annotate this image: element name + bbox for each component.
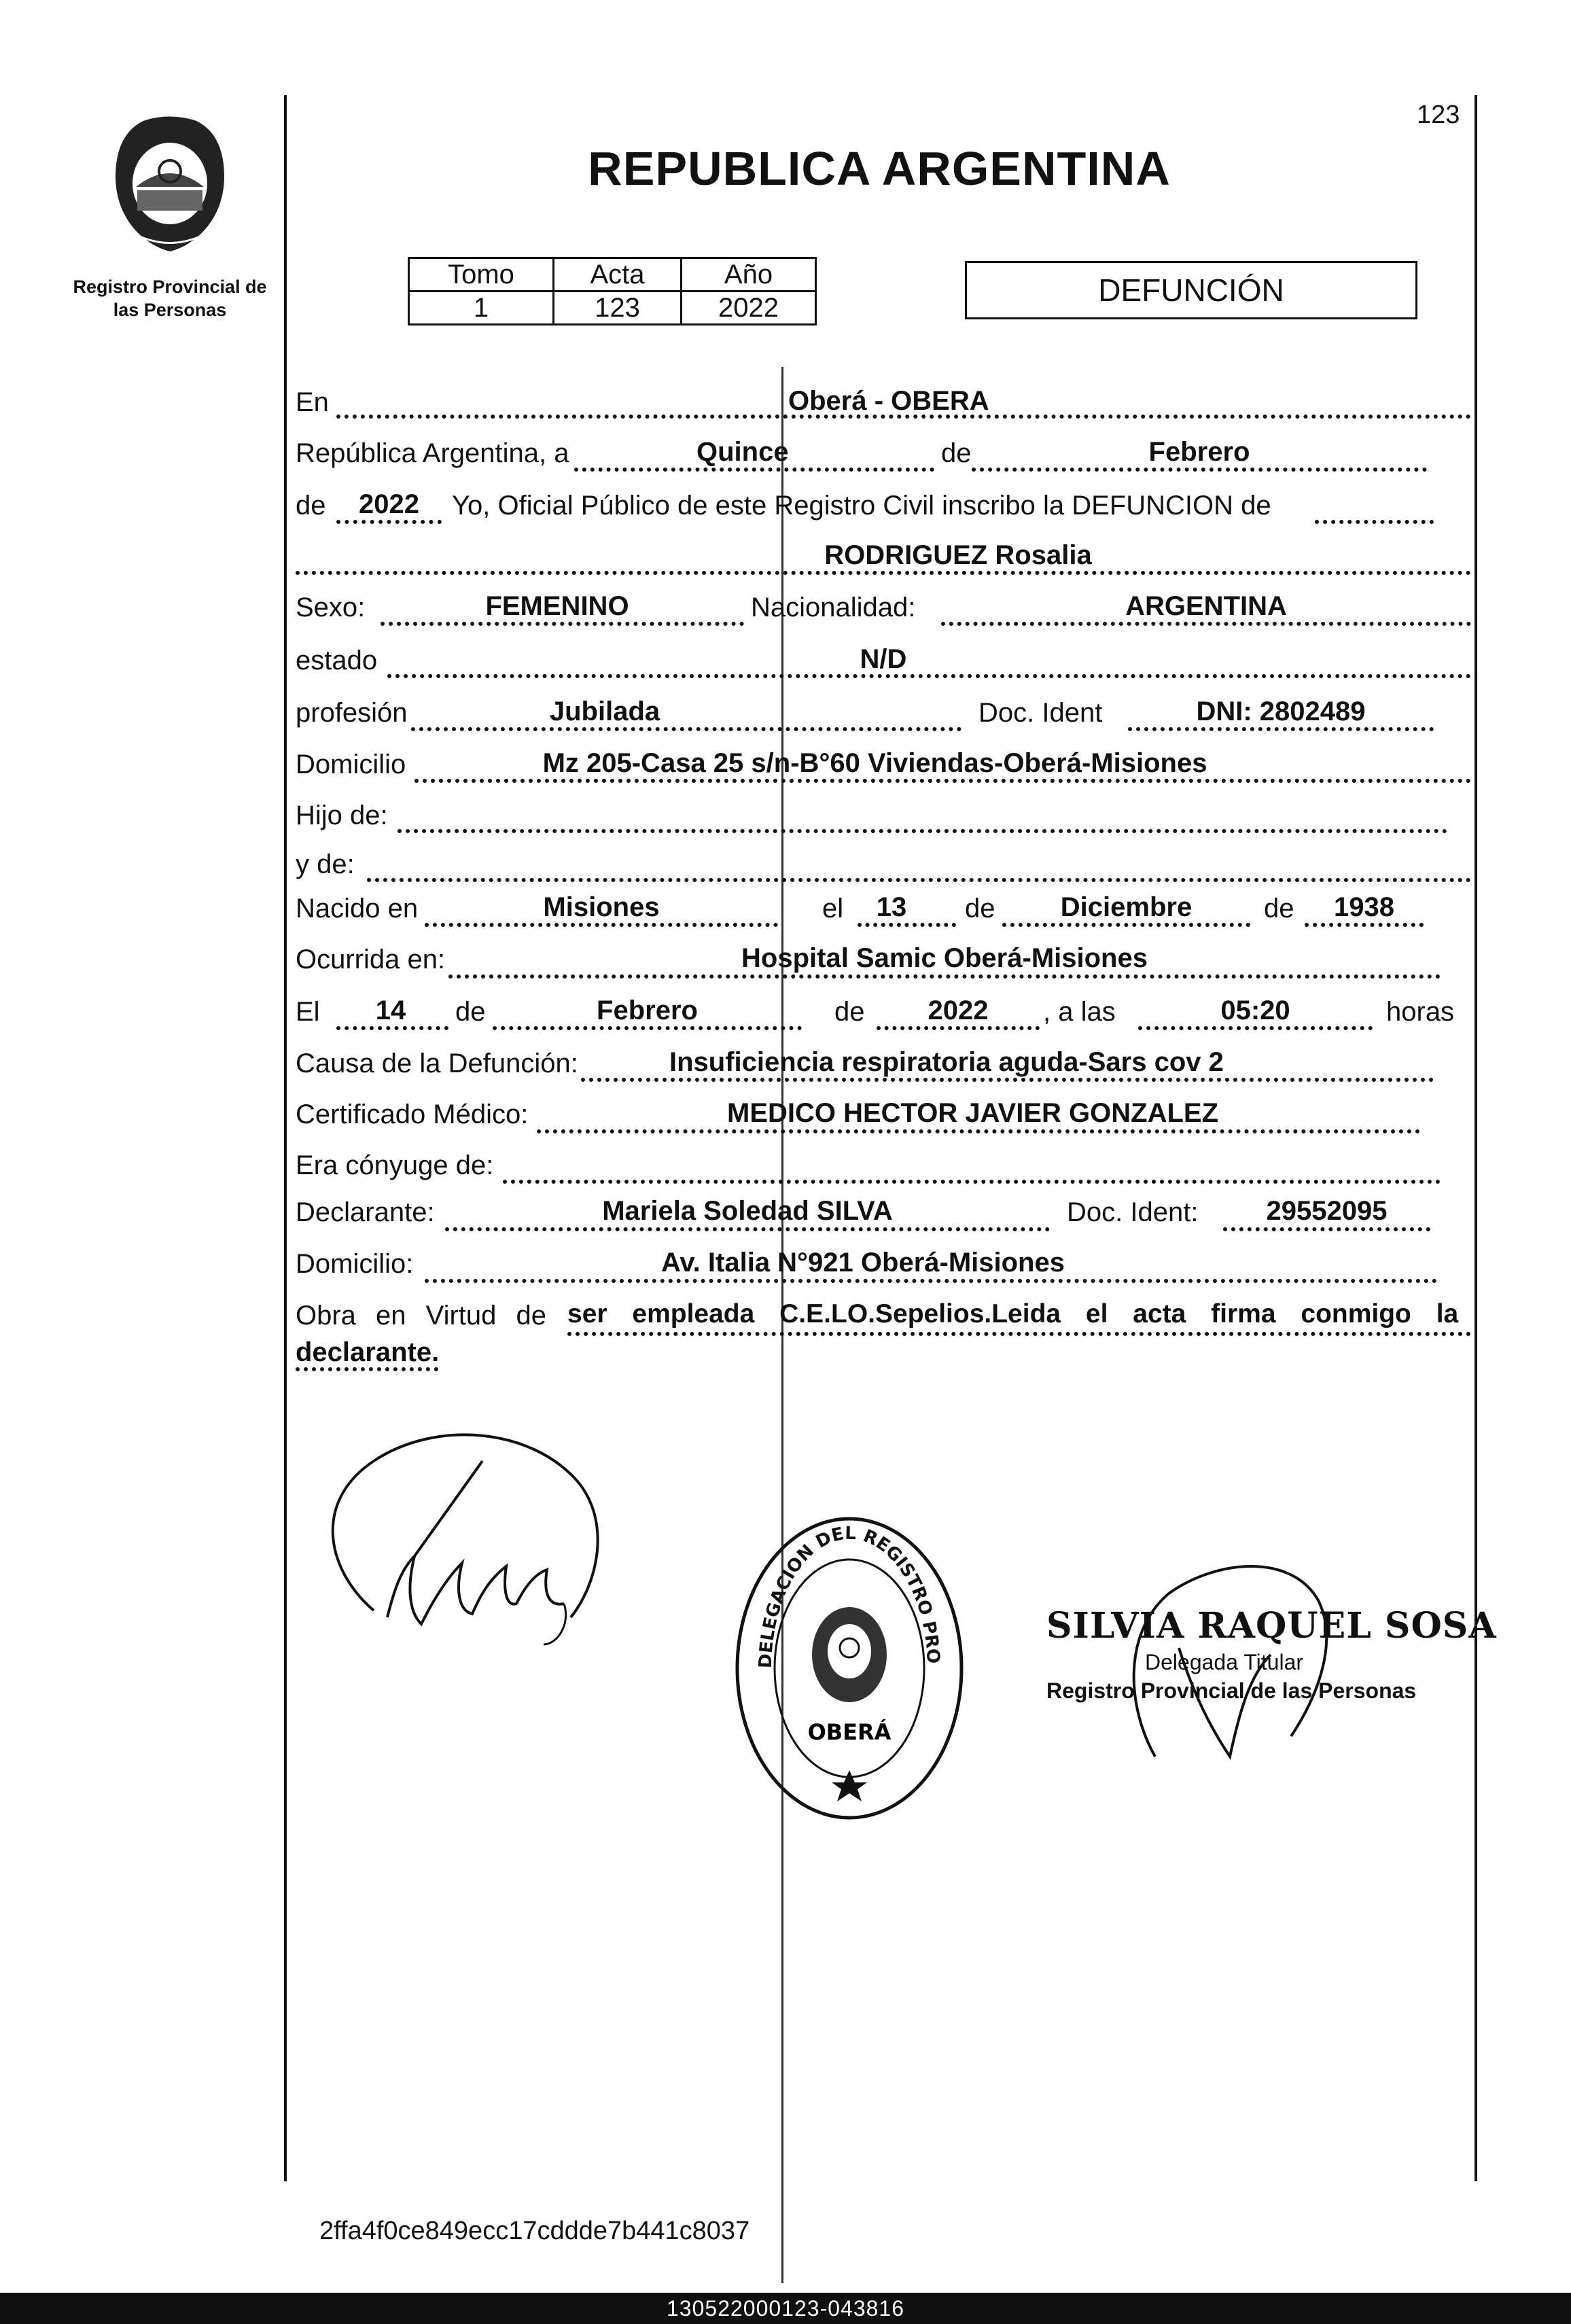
field-nacionalidad: ARGENTINA — [1125, 591, 1287, 621]
dots-declarante — [445, 1227, 1050, 1231]
label-el-cap: El — [296, 997, 320, 1027]
label-horas: horas — [1386, 997, 1455, 1027]
signatory-signature — [1114, 1532, 1400, 1804]
label-domicilio-2: Domicilio: — [296, 1249, 414, 1279]
signatory-name: SILVIA RAQUEL SOSA — [1046, 1605, 1497, 1647]
field-declarante: Mariela Soledad SILVA — [602, 1196, 893, 1226]
dots-def-anio — [877, 1026, 1040, 1030]
label-doc-ident-2: Doc. Ident: — [1067, 1197, 1199, 1227]
signatory-role: Delegada Titular — [1145, 1650, 1304, 1674]
dots-def-dia — [336, 1026, 448, 1030]
document-hash: 2ffa4f0ce849ecc17cddde7b441c8037 — [319, 2217, 750, 2245]
field-def-dia: 14 — [375, 996, 406, 1025]
registry-header-acta: Acta — [554, 258, 682, 292]
dots-obra-2 — [296, 1367, 438, 1371]
field-declarante-doc: 29552095 — [1266, 1196, 1388, 1226]
dots-domicilio-2 — [425, 1279, 1437, 1283]
label-conyuge: Era cónyuge de: — [296, 1150, 494, 1180]
field-def-mes: Febrero — [597, 996, 698, 1025]
field-ocurrida-en: Hospital Samic Oberá-Misiones — [741, 943, 1148, 973]
dots-profesion — [411, 727, 961, 731]
field-hora: 05:20 — [1220, 996, 1290, 1025]
act-type-box — [965, 261, 1417, 319]
dots-mes — [972, 468, 1427, 472]
dots-doc — [1128, 727, 1434, 731]
label-certificado: Certificado Médico: — [296, 1099, 529, 1129]
signatory-office: Registro Provincial de las Personas — [1046, 1678, 1417, 1703]
field-nacido-en: Misiones — [543, 892, 660, 922]
field-certificado: MEDICO HECTOR JAVIER GONZALEZ — [727, 1098, 1219, 1128]
registry-table — [408, 257, 817, 325]
dots-declarante-doc — [1223, 1227, 1430, 1231]
dots-certificado — [537, 1129, 1420, 1133]
label-de-2: de — [296, 491, 326, 521]
official-stamp — [730, 1512, 968, 1825]
dots-hora — [1138, 1026, 1373, 1030]
dots-nac-anio — [1305, 923, 1424, 927]
field-obra-2: declarante. — [296, 1337, 440, 1367]
page-number: 123 — [1417, 101, 1460, 129]
field-causa: Insuficiencia respiratoria aguda-Sars cov 2 — [669, 1047, 1224, 1077]
field-sexo: FEMENINO — [485, 591, 629, 621]
label-yo-oficial: Yo, Oficial Público de este Registro Civil inscribo la DEFUNCION de — [452, 491, 1271, 521]
dots-hijo-de — [398, 829, 1447, 833]
field-mes: Febrero — [1148, 437, 1250, 467]
dots-nombre — [296, 571, 1471, 575]
label-doc-ident: Doc. Ident — [978, 698, 1103, 728]
label-de-3: de — [965, 894, 995, 923]
label-estado: estado — [296, 646, 378, 675]
label-republica: República Argentina, a — [296, 438, 569, 468]
dots-nacionalidad — [941, 622, 1471, 626]
dots-ocurrida — [448, 974, 1441, 979]
field-lugar: Oberá - OBERA — [788, 386, 989, 416]
field-anio: 2022 — [359, 489, 419, 519]
act-type-label: DEFUNCIÓN — [1098, 272, 1284, 308]
dots-conyuge — [503, 1180, 1441, 1184]
label-nacionalidad: Nacionalidad: — [751, 593, 916, 622]
dots-obra-1 — [567, 1332, 1471, 1336]
field-nombre: RODRIGUEZ Rosalia — [824, 540, 1092, 570]
dots-nac-mes — [1002, 923, 1250, 927]
province-logo — [95, 109, 245, 258]
stamp-text-top: DELEGACION DEL REGISTRO PRO — [755, 1523, 944, 1669]
label-el: el — [822, 894, 844, 923]
field-profesion: Jubilada — [549, 697, 660, 726]
label-causa: Causa de la Defunción: — [296, 1049, 578, 1078]
dots-y-de — [367, 878, 1471, 882]
dots-sexo — [381, 622, 744, 626]
label-de-5: de — [455, 997, 486, 1027]
label-nacido-en: Nacido en — [296, 894, 419, 923]
stamp-text-bottom: OBERÁ — [807, 1719, 892, 1745]
registry-table-header — [409, 258, 816, 292]
declarant-signature — [313, 1420, 639, 1678]
field-nac-dia: 13 — [876, 892, 907, 922]
registry-table-values — [409, 292, 816, 325]
field-declarante-domicilio: Av. Italia N°921 Oberá-Misiones — [661, 1248, 1065, 1278]
left-margin-line — [284, 95, 287, 2181]
registry-value-acta: 123 — [554, 292, 682, 325]
dots-anio — [336, 520, 442, 524]
dots-nacido-en — [425, 923, 778, 927]
label-sexo: Sexo: — [296, 593, 366, 622]
label-profesion: profesión — [296, 698, 408, 728]
field-obra-1: ser empleada C.E.LO.Sepelios.Leida el acta firma conmigo la — [567, 1299, 1459, 1328]
field-nac-mes: Diciembre — [1060, 892, 1193, 922]
dots-domicilio — [414, 779, 1471, 783]
dots-dia — [574, 468, 934, 472]
label-de-6: de — [834, 997, 865, 1027]
label-ocurrida-en: Ocurrida en: — [296, 945, 446, 974]
label-a-las: , a las — [1043, 997, 1116, 1027]
field-documento: DNI: 2802489 — [1196, 697, 1366, 726]
field-def-anio: 2022 — [928, 996, 989, 1025]
label-en: En — [296, 387, 329, 417]
label-domicilio: Domicilio — [296, 750, 406, 779]
label-declarante: Declarante: — [296, 1197, 435, 1227]
document-title: REPUBLICA ARGENTINA — [588, 142, 1171, 195]
right-margin-line — [1475, 95, 1477, 2181]
registry-value-tomo: 1 — [409, 292, 554, 325]
barcode-bar — [0, 2293, 1571, 2324]
label-de-1: de — [941, 438, 972, 468]
label-de-4: de — [1264, 894, 1294, 923]
registry-header-anio: Año — [682, 258, 816, 292]
field-domicilio: Mz 205-Casa 25 s/n-B°60 Viviendas-Oberá-Misiones — [542, 748, 1207, 778]
field-nac-anio: 1938 — [1334, 892, 1394, 922]
dots-causa — [581, 1078, 1434, 1082]
field-dia-texto: Quince — [696, 437, 789, 467]
registry-value-anio: 2022 — [682, 292, 816, 325]
dots-nac-dia — [858, 923, 956, 927]
registry-header-tomo: Tomo — [409, 258, 554, 292]
barcode-id: 130522000123-043816 — [667, 2296, 904, 2321]
label-hijo-de: Hijo de: — [296, 800, 388, 830]
dots-yo — [1315, 520, 1434, 524]
label-obra: Obra en Virtud de — [296, 1301, 547, 1331]
dots-def-mes — [493, 1026, 802, 1030]
label-y-de: y de: — [296, 849, 355, 879]
field-estado: N/D — [860, 644, 907, 674]
logo-caption: Registro Provincial de las Personas — [73, 277, 267, 320]
